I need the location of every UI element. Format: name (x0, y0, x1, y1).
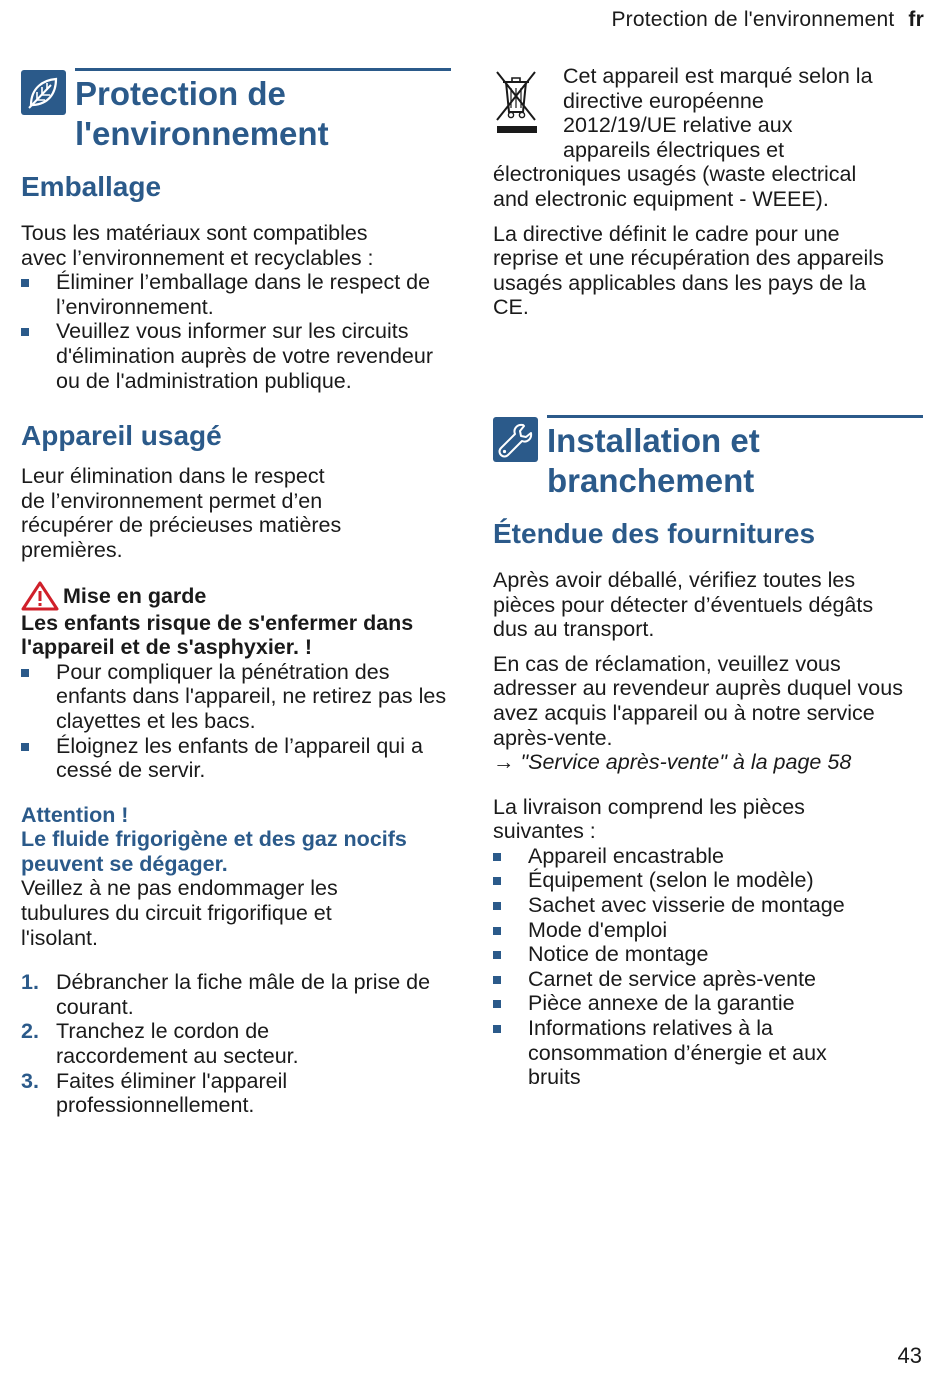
warning-list (21, 660, 451, 783)
section-heading-installation (493, 411, 923, 501)
weee-text: électroniques usagés (waste electrical and electronic equipment - WEEE). (493, 162, 857, 211)
left-column (21, 64, 451, 1118)
list-item: Sachet avec visserie de montage (493, 893, 923, 918)
delivery-list (493, 844, 923, 1090)
page-number: 43 (897, 1343, 922, 1368)
page-title: Protection de l'environnement (75, 75, 329, 152)
list-item: Éliminer l’emballage dans le respect de l’environnement. (21, 270, 451, 319)
attention-title: Attention ! (21, 802, 129, 827)
list-item: Équipement (selon le modèle) (493, 868, 923, 893)
warning-heading: Mise en garde (21, 581, 451, 611)
installation-title: Installation et branchement (547, 421, 760, 499)
wrench-icon (493, 417, 538, 462)
header-section-title: Protection de l'environnement (611, 8, 895, 31)
step-item: 3. Faites éliminer l'appareil professionnellement. (21, 1068, 288, 1118)
attention-bold-text: Le fluide frigorigène et des gaz nocifs peuvent se dégager. (21, 827, 407, 876)
list-item: Mode d'emploi (493, 918, 923, 943)
etendue-p2: En cas de réclamation, veuillez vous adresser au revendeur auprès duquel vous avez acquis l'appareil ou à notre service après-vente. (493, 651, 903, 750)
section-heading-environment (21, 64, 451, 154)
list-item: Pour compliquer la pénétration des enfants dans l'appareil, ne retirez pas les clayettes et les bacs. (21, 660, 451, 734)
leaf-recycle-icon (21, 70, 66, 115)
emballage-list (21, 270, 451, 393)
step-item: 1. Débrancher la fiche mâle de la prise de courant. (21, 970, 431, 1019)
attention-text: Veillez à ne pas endommager les tubulures du circuit frigorifique et l'isolant. (21, 876, 338, 950)
list-item: Notice de montage (493, 942, 923, 967)
emballage-intro: Tous les matériaux sont compatibles avec l’environnement et recyclables : (21, 221, 374, 270)
service-page-link[interactable]: "Service après-vente" à la page 58 (520, 750, 852, 775)
list-item: Informations relatives à la consommation d’énergie et aux bruits (493, 1016, 873, 1090)
heading-rule (75, 68, 451, 71)
heading-etendue: Étendue des fournitures (493, 517, 816, 549)
etendue-p1: Après avoir déballé, vérifiez toutes les pièces pour détecter d’éventuels dégâts dus au transport. (493, 567, 874, 642)
weee-text-indented: Cet appareil est marqué selon la directive européenne 2012/19/UE relative aux appareils électriques et (563, 64, 873, 162)
heading-rule (547, 415, 923, 418)
list-item: Appareil encastrable (493, 844, 923, 869)
heading-appareil-usage: Appareil usagé (21, 420, 222, 452)
crossed-bin-icon (493, 68, 539, 136)
appareil-usage-text: Leur élimination dans le respect de l’environnement permet d’en récupérer de précieuses matières premières. (21, 464, 342, 562)
warning-bold-text: Les enfants risque de s'enfermer dans l'appareil et de s'asphyxier. ! (21, 610, 414, 660)
disposal-steps (21, 970, 451, 1118)
heading-emballage: Emballage (21, 171, 162, 202)
list-item: Veuillez vous informer sur les circuits d'élimination auprès de votre revendeur ou de l'administration publique. (21, 319, 451, 393)
step-item: 2. Tranchez le cordon de raccordement au secteur. (21, 1019, 299, 1069)
directive-text: La directive définit le cadre pour une reprise et une récupération des appareils usagés applicables dans les pays de la CE. (493, 221, 884, 320)
list-item: Éloignez les enfants de l’appareil qui a cessé de servir. (21, 734, 451, 783)
cross-reference (493, 750, 923, 775)
list-item: Pièce annexe de la garantie (493, 991, 923, 1016)
weee-notice (493, 64, 923, 212)
header-language: fr (908, 8, 924, 31)
list-item: Carnet de service après-vente (493, 967, 923, 992)
warning-triangle-icon (21, 581, 59, 611)
running-header (611, 8, 924, 32)
etendue-p3: La livraison comprend les pièces suivantes : (493, 794, 805, 844)
arrow-icon: → (493, 750, 515, 775)
right-column (493, 64, 923, 1090)
